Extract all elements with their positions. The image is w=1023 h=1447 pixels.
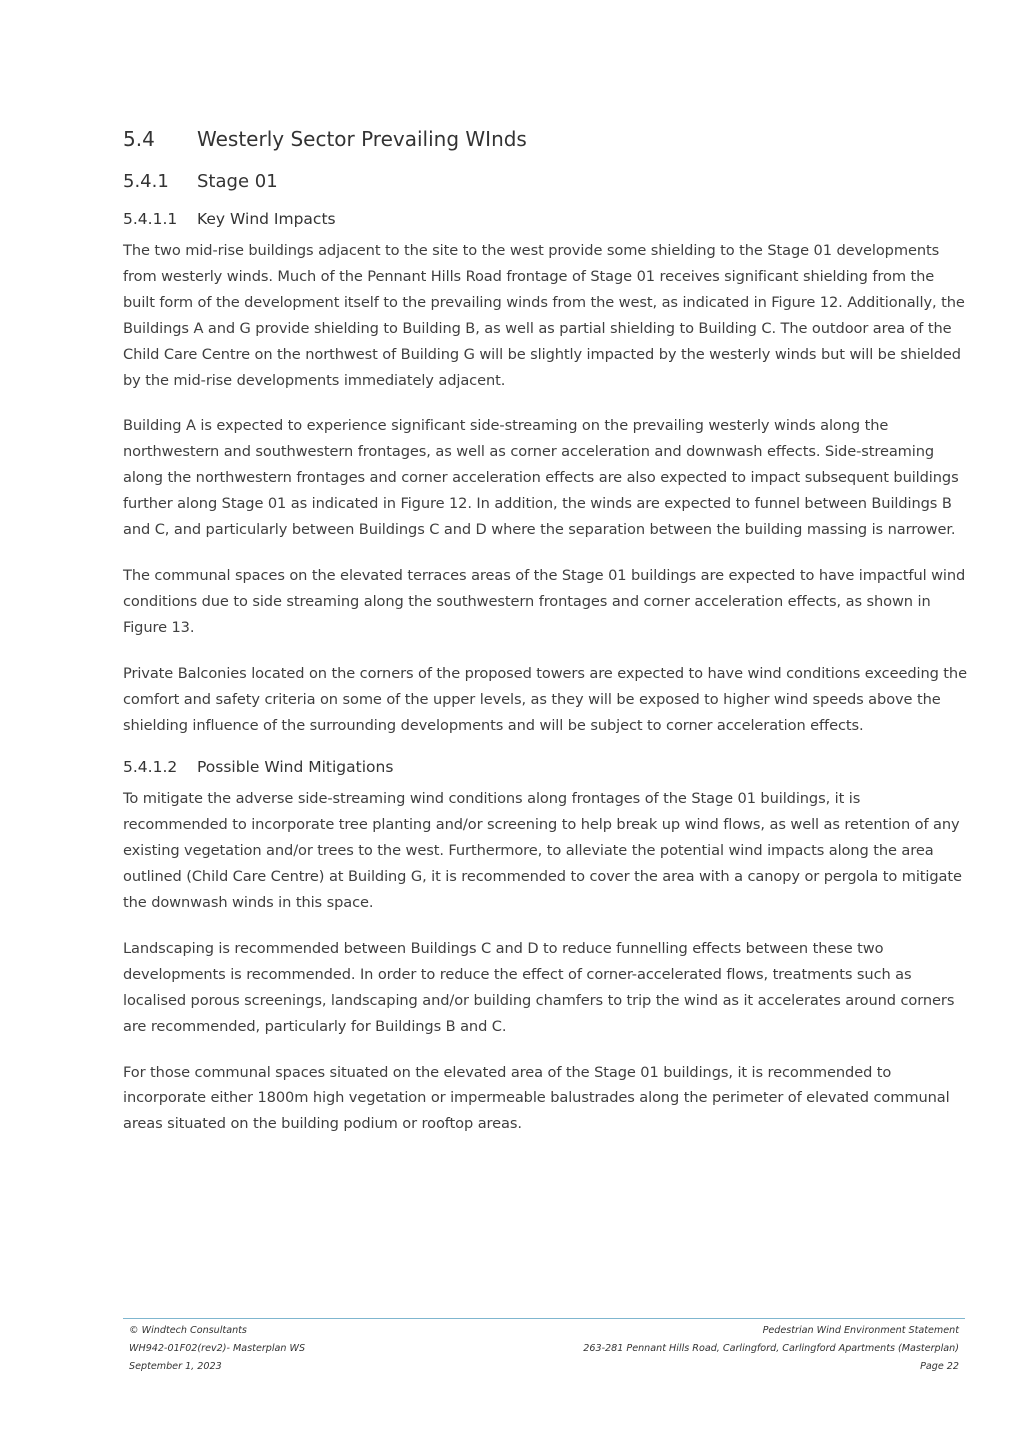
mitigations-title: Possible Wind Mitigations [197,758,394,777]
footer-row [123,1340,965,1358]
footer-row [123,1322,965,1340]
impacts-heading [123,206,968,232]
footer-document-title: Pedestrian Wind Environment Statement [762,1325,959,1336]
impacts-paragraph: The two mid-rise buildings adjacent to the site to the west provide some shielding to the Stage 01 developments from westerly winds. Much of the Pennant Hills Road frontage of Stage 01 receives significant shielding from the built form of the development itself to the prevailing winds from the west, as indicated in Figure 12. Additionally, the Buildings A and G provide shielding to Building B, as well as partial shielding to Building C. The outdoor area of the Child Care Centre on the northwest of Building G will be slightly impacted by the westerly winds but will be shielded by the mid-rise developments immediately adjacent. [123,242,965,389]
section-title: Westerly Sector Prevailing WInds [197,127,527,151]
page-footer [123,1318,965,1376]
section-heading [123,124,968,154]
mitigations-heading [123,754,968,780]
footer-date: September 1, 2023 [129,1361,222,1372]
footer-page-number: Page 22 [920,1361,959,1372]
mitigations-paragraph: Landscaping is recommended between Buildings C and D to reduce funnelling effects between these two developments is recommended. In order to reduce the effect of corner-accelerated flows, treatments such as localised porous screenings, landscaping and/or building chamfers to trip the wind as it accelerates around corners are recommended, particularly for Buildings B and C. [123,939,955,1035]
footer-project-address: 263-281 Pennant Hills Road, Carlingford, Carlingford Apartments (Masterplan) [583,1343,959,1354]
impacts-paragraph: Private Balconies located on the corners of the proposed towers are expected to have wind conditions exceeding the comfort and safety criteria on some of the upper levels, as they will be exposed to higher wind speeds above the shielding influence of the surrounding developments and will be subject to corner acceleration effects. [123,664,967,734]
subsection-number: 5.4.1 [123,171,169,192]
mitigations-number: 5.4.1.2 [123,758,178,777]
subsection-heading [123,168,968,196]
footer-document-ref: WH942-01F02(rev2)- Masterplan WS [129,1343,306,1354]
impacts-paragraph: Building A is expected to experience significant side-streaming on the prevailing westerly winds along the northwestern and southwestern frontages, as well as corner acceleration and downwash effects. Side-streaming along the northwestern frontages and corner acceleration effects are also expected to impact subsequent buildings further along Stage 01 as indicated in Figure 12. In addition, the winds are expected to funnel between Buildings B and C, and particularly between Buildings C and D where the separation between the building massing is narrower. [123,417,959,539]
footer-row [123,1358,965,1376]
footer-copyright: © Windtech Consultants [129,1325,247,1336]
impacts-paragraph: The communal spaces on the elevated terraces areas of the Stage 01 buildings are expected to have impactful wind conditions due to side streaming along the southwestern frontages and corner acceleration effects, as shown in Figure 13. [123,566,966,636]
mitigations-paragraph: To mitigate the adverse side-streaming wind conditions along frontages of the Stage 01 buildings, it is recommended to incorporate tree planting and/or screening to help break up wind flows, as well as retention of any existing vegetation and/or trees to the west. Furthermore, to alleviate the potential wind impacts along the area outlined (Child Care Centre) at Building G, it is recommended to cover the area with a canopy or pergola to mitigate the downwash winds in this space. [123,790,962,912]
page-body [123,124,968,1157]
subsection-title: Stage 01 [197,171,278,192]
section-number: 5.4 [123,127,155,151]
mitigations-paragraph: For those communal spaces situated on the elevated area of the Stage 01 buildings, it is recommended to incorporate either 1800m high vegetation or impermeable balustrades along the perimeter of elevated communal areas situated on the building podium or rooftop areas. [123,1063,950,1133]
impacts-number: 5.4.1.1 [123,210,178,228]
impacts-title: Key Wind Impacts [197,210,336,228]
